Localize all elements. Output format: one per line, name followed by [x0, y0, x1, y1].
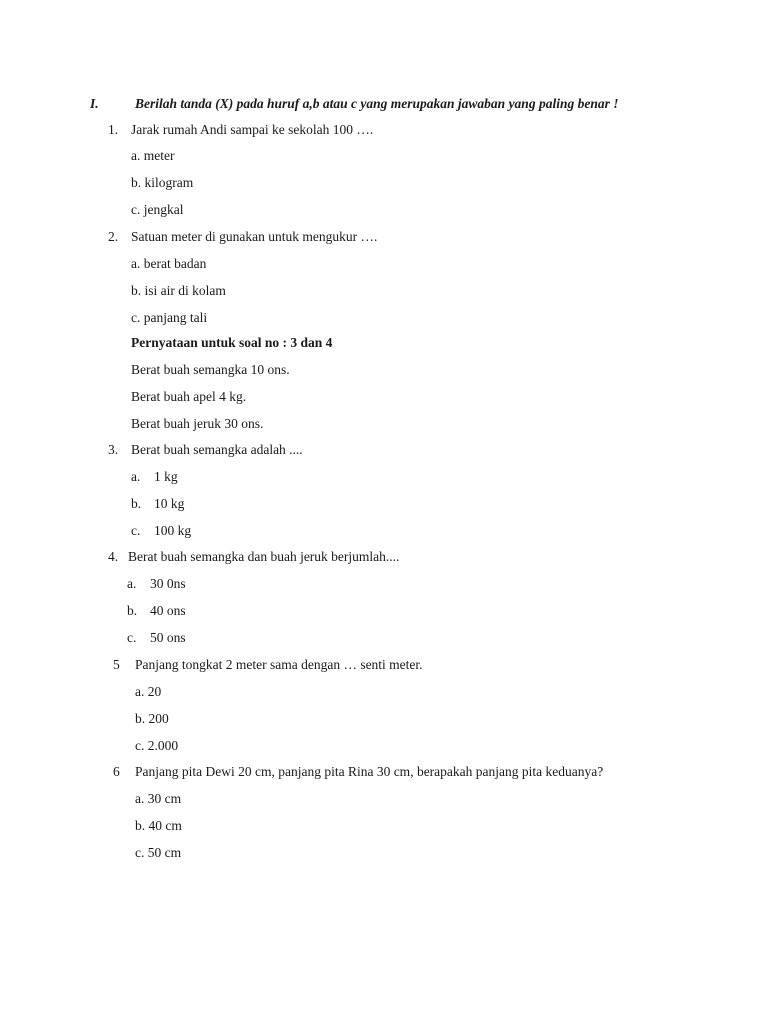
answer-option: b. 40 cm	[135, 818, 182, 833]
statement-line: Berat buah jeruk 30 ons.	[131, 416, 264, 431]
section-number: I.	[90, 96, 99, 111]
answer-option: b. kilogram	[131, 175, 194, 190]
answer-option: 40 ons	[150, 603, 186, 618]
statement-title: Pernyataan untuk soal no : 3 dan 4	[131, 335, 333, 350]
question-number: 5	[113, 657, 120, 672]
option-letter: a.	[127, 576, 137, 591]
question-text: Berat buah semangka dan buah jeruk berjumlah....	[128, 549, 400, 564]
answer-option: c. jengkal	[131, 202, 184, 217]
question-text: Berat buah semangka adalah ....	[131, 442, 303, 457]
statement-line: Berat buah semangka 10 ons.	[131, 362, 290, 377]
answer-option: a. 30 cm	[135, 791, 182, 806]
answer-option: c. 2.000	[135, 738, 179, 753]
option-letter: b.	[131, 496, 142, 511]
answer-option: c. panjang tali	[131, 310, 208, 325]
answer-option: c. 50 cm	[135, 845, 182, 860]
question-number: 2.	[108, 229, 119, 244]
section-instruction: Berilah tanda (X) pada huruf a,b atau c yang merupakan jawaban yang paling benar !	[135, 96, 619, 111]
question-text: Panjang tongkat 2 meter sama dengan … senti meter.	[135, 657, 423, 672]
answer-option: a. 20	[135, 684, 162, 699]
answer-option: b. isi air di kolam	[131, 283, 226, 298]
question-number: 6	[113, 764, 120, 779]
question-text: Jarak rumah Andi sampai ke sekolah 100 ….	[131, 122, 374, 137]
option-letter: c.	[127, 630, 137, 645]
option-letter: c.	[131, 523, 141, 538]
option-letter: b.	[127, 603, 138, 618]
answer-option: a. berat badan	[131, 256, 207, 271]
question-text: Satuan meter di gunakan untuk mengukur ….	[131, 229, 378, 244]
answer-option: 50 ons	[150, 630, 186, 645]
question-number: 4.	[108, 549, 119, 564]
question-text: Panjang pita Dewi 20 cm, panjang pita Rina 30 cm, berapakah panjang pita keduanya?	[135, 764, 604, 779]
option-letter: a.	[131, 469, 141, 484]
answer-option: 1 kg	[154, 469, 178, 484]
answer-option: 30 0ns	[150, 576, 186, 591]
question-number: 3.	[108, 442, 119, 457]
answer-option: 10 kg	[154, 496, 185, 511]
question-number: 1.	[108, 122, 119, 137]
answer-option: b. 200	[135, 711, 169, 726]
answer-option: a. meter	[131, 148, 175, 163]
statement-line: Berat buah apel 4 kg.	[131, 389, 247, 404]
answer-option: 100 kg	[154, 523, 192, 538]
